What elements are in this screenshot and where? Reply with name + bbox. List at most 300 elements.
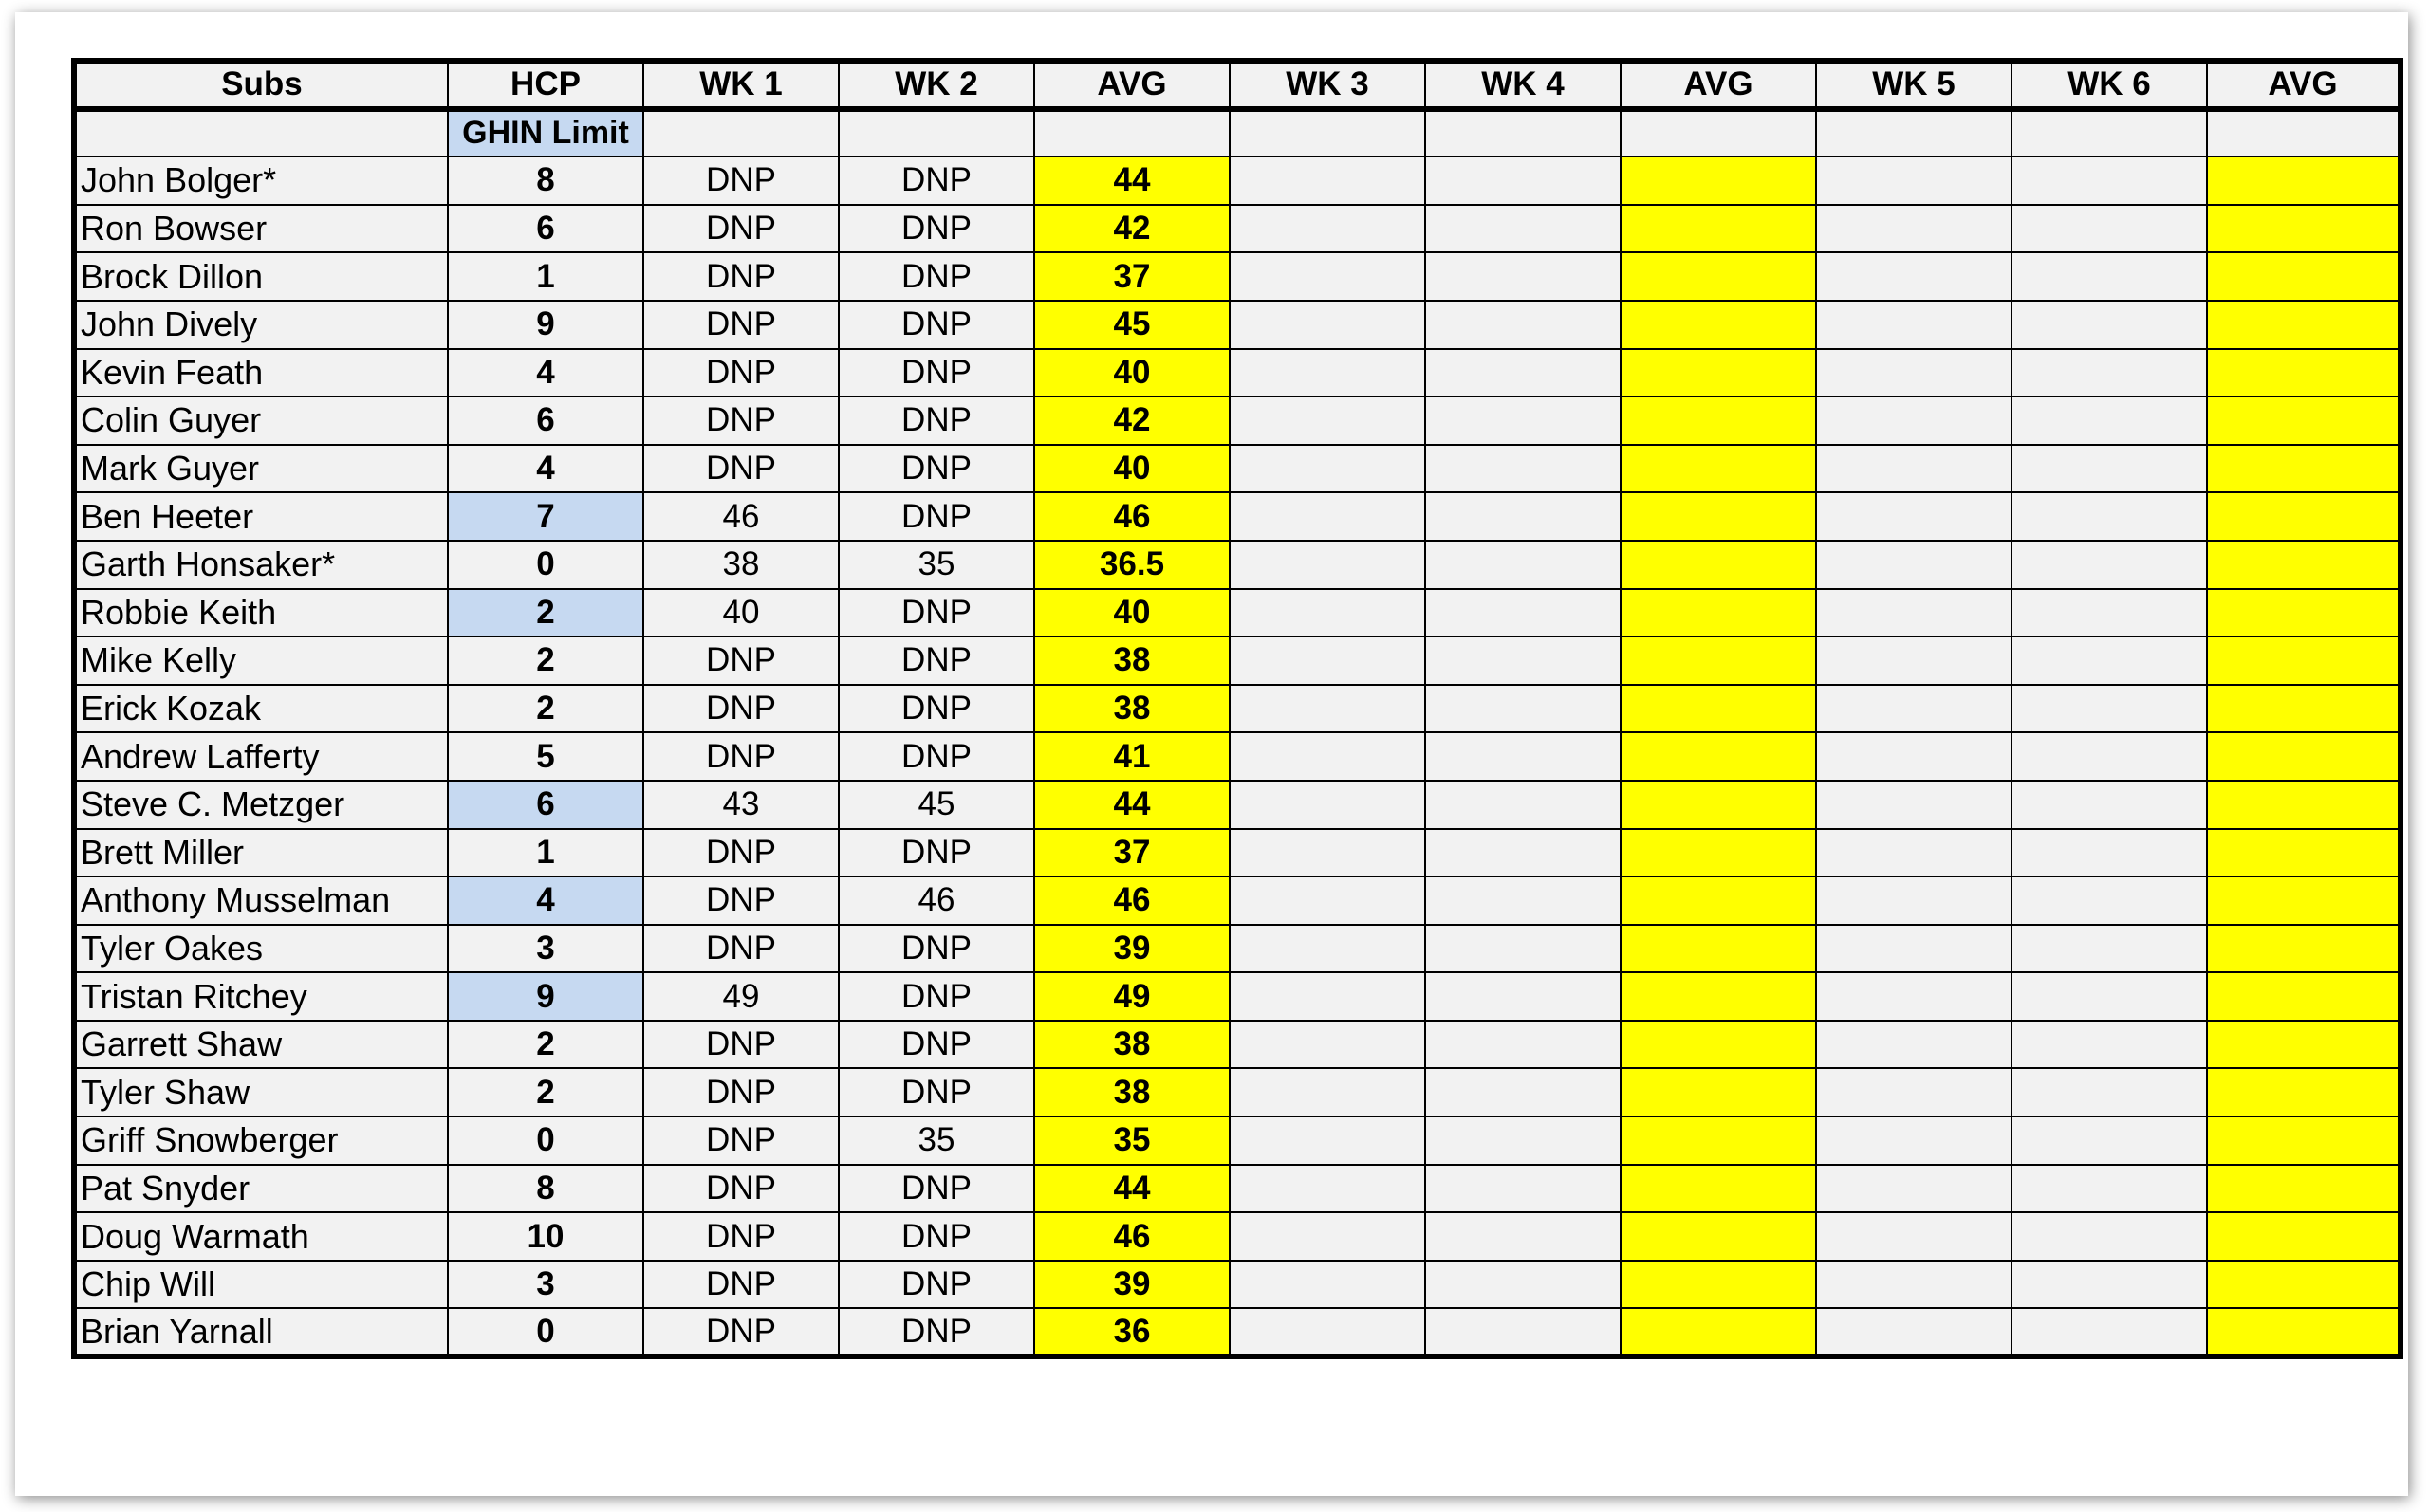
- player-name: Griff Snowberger: [74, 1116, 448, 1165]
- wk2-cell: 35: [839, 1116, 1034, 1165]
- avg3-cell: [2207, 1308, 2401, 1356]
- wk3-cell: [1230, 589, 1425, 637]
- table-row: [74, 685, 2401, 733]
- hcp-cell: 4: [448, 876, 643, 925]
- table-row: [74, 732, 2401, 781]
- wk2-cell: DNP: [839, 1068, 1034, 1116]
- wk1-cell: 43: [643, 781, 839, 829]
- avg1-cell: 49: [1034, 972, 1230, 1021]
- wk1-cell: DNP: [643, 205, 839, 253]
- wk5-cell: [1816, 829, 2012, 877]
- wk5-cell: [1816, 685, 2012, 733]
- wk5-cell: [1816, 1261, 2012, 1309]
- avg3-cell: [2207, 589, 2401, 637]
- avg2-cell: [1621, 541, 1816, 589]
- table-row: [74, 349, 2401, 397]
- avg3-cell: [2207, 157, 2401, 205]
- avg3-cell: [2207, 972, 2401, 1021]
- avg2-cell: [1621, 829, 1816, 877]
- wk5-cell: [1816, 1116, 2012, 1165]
- avg1-cell: 38: [1034, 1068, 1230, 1116]
- wk3-cell: [1230, 157, 1425, 205]
- wk4-cell: [1425, 1021, 1621, 1069]
- wk5-cell: [1816, 1021, 2012, 1069]
- wk1-cell: DNP: [643, 349, 839, 397]
- table-row: [74, 1212, 2401, 1261]
- avg1-cell: 44: [1034, 1165, 1230, 1213]
- wk3-cell: [1230, 829, 1425, 877]
- hcp-cell: 3: [448, 925, 643, 973]
- wk5-cell: [1816, 972, 2012, 1021]
- wk3-cell: [1230, 445, 1425, 493]
- header-avg-2: AVG: [1621, 61, 1816, 109]
- table-row: [74, 541, 2401, 589]
- wk2-cell: DNP: [839, 301, 1034, 349]
- wk6-cell: [2012, 1021, 2207, 1069]
- wk2-cell: DNP: [839, 732, 1034, 781]
- avg3-cell: [2207, 492, 2401, 541]
- wk4-cell: [1425, 876, 1621, 925]
- wk5-cell: [1816, 349, 2012, 397]
- table-row: [74, 1068, 2401, 1116]
- ghin-blank-cell: [1816, 109, 2012, 157]
- wk3-cell: [1230, 492, 1425, 541]
- wk1-cell: DNP: [643, 876, 839, 925]
- wk3-cell: [1230, 781, 1425, 829]
- header-row: [74, 61, 2401, 109]
- player-name: Kevin Feath: [74, 349, 448, 397]
- avg1-cell: 38: [1034, 1021, 1230, 1069]
- wk2-cell: DNP: [839, 636, 1034, 685]
- ghin-blank-cell: [1230, 109, 1425, 157]
- wk4-cell: [1425, 492, 1621, 541]
- ghin-blank-name: [74, 109, 448, 157]
- wk1-cell: DNP: [643, 157, 839, 205]
- header-subs: Subs: [74, 61, 448, 109]
- table-row: [74, 492, 2401, 541]
- wk1-cell: DNP: [643, 685, 839, 733]
- wk3-cell: [1230, 541, 1425, 589]
- wk5-cell: [1816, 541, 2012, 589]
- avg3-cell: [2207, 1021, 2401, 1069]
- avg2-cell: [1621, 636, 1816, 685]
- ghin-blank-cell: [1034, 109, 1230, 157]
- avg2-cell: [1621, 972, 1816, 1021]
- avg3-cell: [2207, 732, 2401, 781]
- table-row: [74, 205, 2401, 253]
- wk2-cell: DNP: [839, 252, 1034, 301]
- wk3-cell: [1230, 1261, 1425, 1309]
- wk2-cell: DNP: [839, 396, 1034, 445]
- player-name: Robbie Keith: [74, 589, 448, 637]
- header-wk4: WK 4: [1425, 61, 1621, 109]
- avg3-cell: [2207, 1165, 2401, 1213]
- header-wk5: WK 5: [1816, 61, 2012, 109]
- wk6-cell: [2012, 589, 2207, 637]
- wk1-cell: DNP: [643, 636, 839, 685]
- hcp-cell: 8: [448, 157, 643, 205]
- header-hcp: HCP: [448, 61, 643, 109]
- wk1-cell: 49: [643, 972, 839, 1021]
- table-row: [74, 876, 2401, 925]
- wk6-cell: [2012, 396, 2207, 445]
- ghin-blank-cell: [643, 109, 839, 157]
- wk5-cell: [1816, 636, 2012, 685]
- ghin-blank-cell: [2207, 109, 2401, 157]
- table-row: [74, 1261, 2401, 1309]
- player-name: Ron Bowser: [74, 205, 448, 253]
- wk1-cell: 38: [643, 541, 839, 589]
- avg1-cell: 46: [1034, 492, 1230, 541]
- wk6-cell: [2012, 925, 2207, 973]
- hcp-cell: 2: [448, 636, 643, 685]
- avg2-cell: [1621, 1068, 1816, 1116]
- table-row: [74, 589, 2401, 637]
- wk6-cell: [2012, 205, 2207, 253]
- avg3-cell: [2207, 781, 2401, 829]
- avg2-cell: [1621, 349, 1816, 397]
- wk4-cell: [1425, 1261, 1621, 1309]
- wk3-cell: [1230, 876, 1425, 925]
- avg2-cell: [1621, 781, 1816, 829]
- table-row: [74, 636, 2401, 685]
- table-row: [74, 829, 2401, 877]
- wk6-cell: [2012, 876, 2207, 925]
- avg3-cell: [2207, 636, 2401, 685]
- player-name: Colin Guyer: [74, 396, 448, 445]
- wk3-cell: [1230, 636, 1425, 685]
- wk1-cell: DNP: [643, 301, 839, 349]
- wk5-cell: [1816, 1308, 2012, 1356]
- wk4-cell: [1425, 1116, 1621, 1165]
- wk5-cell: [1816, 205, 2012, 253]
- wk1-cell: DNP: [643, 925, 839, 973]
- avg3-cell: [2207, 541, 2401, 589]
- hcp-cell: 6: [448, 205, 643, 253]
- table-row: [74, 1116, 2401, 1165]
- wk2-cell: DNP: [839, 1261, 1034, 1309]
- ghin-blank-cell: [1621, 109, 1816, 157]
- wk4-cell: [1425, 925, 1621, 973]
- hcp-cell: 6: [448, 781, 643, 829]
- wk1-cell: DNP: [643, 252, 839, 301]
- hcp-cell: 2: [448, 589, 643, 637]
- player-name: Brett Miller: [74, 829, 448, 877]
- header-wk2: WK 2: [839, 61, 1034, 109]
- avg1-cell: 37: [1034, 252, 1230, 301]
- wk4-cell: [1425, 1068, 1621, 1116]
- wk2-cell: DNP: [839, 925, 1034, 973]
- player-name: Anthony Musselman: [74, 876, 448, 925]
- wk1-cell: 46: [643, 492, 839, 541]
- wk3-cell: [1230, 301, 1425, 349]
- avg2-cell: [1621, 685, 1816, 733]
- wk6-cell: [2012, 636, 2207, 685]
- player-name: John Bolger*: [74, 157, 448, 205]
- wk4-cell: [1425, 349, 1621, 397]
- wk4-cell: [1425, 157, 1621, 205]
- hcp-cell: 7: [448, 492, 643, 541]
- wk3-cell: [1230, 349, 1425, 397]
- player-name: Chip Will: [74, 1261, 448, 1309]
- wk5-cell: [1816, 492, 2012, 541]
- avg1-cell: 40: [1034, 445, 1230, 493]
- avg1-cell: 40: [1034, 589, 1230, 637]
- table-row: [74, 925, 2401, 973]
- hcp-cell: 2: [448, 1021, 643, 1069]
- wk5-cell: [1816, 876, 2012, 925]
- wk2-cell: DNP: [839, 1212, 1034, 1261]
- player-name: Doug Warmath: [74, 1212, 448, 1261]
- player-name: Brock Dillon: [74, 252, 448, 301]
- wk5-cell: [1816, 1165, 2012, 1213]
- avg2-cell: [1621, 157, 1816, 205]
- avg1-cell: 39: [1034, 1261, 1230, 1309]
- wk6-cell: [2012, 829, 2207, 877]
- subs-scores-table: [71, 58, 2403, 1359]
- player-name: Erick Kozak: [74, 685, 448, 733]
- wk4-cell: [1425, 1165, 1621, 1213]
- wk4-cell: [1425, 445, 1621, 493]
- player-name: Garrett Shaw: [74, 1021, 448, 1069]
- player-name: Tristan Ritchey: [74, 972, 448, 1021]
- wk5-cell: [1816, 157, 2012, 205]
- avg1-cell: 39: [1034, 925, 1230, 973]
- avg2-cell: [1621, 1261, 1816, 1309]
- wk4-cell: [1425, 829, 1621, 877]
- wk5-cell: [1816, 781, 2012, 829]
- wk2-cell: 35: [839, 541, 1034, 589]
- hcp-cell: 10: [448, 1212, 643, 1261]
- player-name: Mike Kelly: [74, 636, 448, 685]
- wk4-cell: [1425, 685, 1621, 733]
- wk6-cell: [2012, 252, 2207, 301]
- player-name: Steve C. Metzger: [74, 781, 448, 829]
- avg1-cell: 40: [1034, 349, 1230, 397]
- ghin-limit-label: GHIN Limit: [448, 109, 643, 157]
- wk6-cell: [2012, 1068, 2207, 1116]
- wk2-cell: DNP: [839, 829, 1034, 877]
- wk3-cell: [1230, 925, 1425, 973]
- wk3-cell: [1230, 1308, 1425, 1356]
- avg1-cell: 42: [1034, 396, 1230, 445]
- ghin-blank-cell: [1425, 109, 1621, 157]
- avg2-cell: [1621, 1308, 1816, 1356]
- wk4-cell: [1425, 972, 1621, 1021]
- hcp-cell: 3: [448, 1261, 643, 1309]
- avg2-cell: [1621, 301, 1816, 349]
- wk6-cell: [2012, 1261, 2207, 1309]
- avg1-cell: 45: [1034, 301, 1230, 349]
- ghin-blank-cell: [2012, 109, 2207, 157]
- wk2-cell: DNP: [839, 445, 1034, 493]
- ghin-limit-row: [74, 109, 2401, 157]
- hcp-cell: 6: [448, 396, 643, 445]
- wk3-cell: [1230, 1165, 1425, 1213]
- wk6-cell: [2012, 157, 2207, 205]
- hcp-cell: 1: [448, 829, 643, 877]
- wk1-cell: DNP: [643, 1308, 839, 1356]
- wk1-cell: DNP: [643, 732, 839, 781]
- table-row: [74, 972, 2401, 1021]
- wk6-cell: [2012, 445, 2207, 493]
- wk5-cell: [1816, 732, 2012, 781]
- wk1-cell: 40: [643, 589, 839, 637]
- wk5-cell: [1816, 445, 2012, 493]
- table-row: [74, 781, 2401, 829]
- avg1-cell: 38: [1034, 636, 1230, 685]
- wk1-cell: DNP: [643, 1116, 839, 1165]
- avg3-cell: [2207, 301, 2401, 349]
- hcp-cell: 0: [448, 541, 643, 589]
- wk6-cell: [2012, 349, 2207, 397]
- table-row: [74, 301, 2401, 349]
- wk3-cell: [1230, 205, 1425, 253]
- avg3-cell: [2207, 445, 2401, 493]
- hcp-cell: 9: [448, 301, 643, 349]
- avg1-cell: 44: [1034, 781, 1230, 829]
- hcp-cell: 9: [448, 972, 643, 1021]
- wk4-cell: [1425, 636, 1621, 685]
- wk6-cell: [2012, 972, 2207, 1021]
- player-name: John Dively: [74, 301, 448, 349]
- wk2-cell: DNP: [839, 205, 1034, 253]
- wk6-cell: [2012, 781, 2207, 829]
- avg2-cell: [1621, 205, 1816, 253]
- table-row: [74, 1165, 2401, 1213]
- wk6-cell: [2012, 1308, 2207, 1356]
- wk5-cell: [1816, 252, 2012, 301]
- header-wk3: WK 3: [1230, 61, 1425, 109]
- wk5-cell: [1816, 925, 2012, 973]
- wk2-cell: DNP: [839, 157, 1034, 205]
- wk3-cell: [1230, 1068, 1425, 1116]
- header-wk1: WK 1: [643, 61, 839, 109]
- wk3-cell: [1230, 1116, 1425, 1165]
- wk2-cell: 46: [839, 876, 1034, 925]
- avg3-cell: [2207, 252, 2401, 301]
- wk3-cell: [1230, 1021, 1425, 1069]
- wk1-cell: DNP: [643, 1212, 839, 1261]
- avg3-cell: [2207, 349, 2401, 397]
- table-row: [74, 157, 2401, 205]
- wk6-cell: [2012, 301, 2207, 349]
- avg3-cell: [2207, 876, 2401, 925]
- wk5-cell: [1816, 1068, 2012, 1116]
- wk2-cell: DNP: [839, 589, 1034, 637]
- avg1-cell: 46: [1034, 1212, 1230, 1261]
- player-name: Tyler Oakes: [74, 925, 448, 973]
- wk4-cell: [1425, 589, 1621, 637]
- wk3-cell: [1230, 685, 1425, 733]
- hcp-cell: 4: [448, 349, 643, 397]
- table-row: [74, 445, 2401, 493]
- wk2-cell: DNP: [839, 349, 1034, 397]
- wk5-cell: [1816, 396, 2012, 445]
- avg2-cell: [1621, 876, 1816, 925]
- avg3-cell: [2207, 1116, 2401, 1165]
- wk3-cell: [1230, 1212, 1425, 1261]
- wk4-cell: [1425, 781, 1621, 829]
- avg1-cell: 35: [1034, 1116, 1230, 1165]
- avg2-cell: [1621, 1021, 1816, 1069]
- wk5-cell: [1816, 1212, 2012, 1261]
- avg2-cell: [1621, 252, 1816, 301]
- avg2-cell: [1621, 396, 1816, 445]
- wk2-cell: DNP: [839, 1308, 1034, 1356]
- avg3-cell: [2207, 829, 2401, 877]
- wk6-cell: [2012, 1116, 2207, 1165]
- wk4-cell: [1425, 1308, 1621, 1356]
- wk6-cell: [2012, 492, 2207, 541]
- avg2-cell: [1621, 445, 1816, 493]
- hcp-cell: 1: [448, 252, 643, 301]
- hcp-cell: 2: [448, 1068, 643, 1116]
- avg1-cell: 38: [1034, 685, 1230, 733]
- header-avg-3: AVG: [2207, 61, 2401, 109]
- avg3-cell: [2207, 1068, 2401, 1116]
- wk5-cell: [1816, 589, 2012, 637]
- ghin-blank-cell: [839, 109, 1034, 157]
- wk4-cell: [1425, 732, 1621, 781]
- avg3-cell: [2207, 396, 2401, 445]
- wk1-cell: DNP: [643, 1261, 839, 1309]
- hcp-cell: 8: [448, 1165, 643, 1213]
- avg3-cell: [2207, 685, 2401, 733]
- avg2-cell: [1621, 589, 1816, 637]
- wk1-cell: DNP: [643, 1068, 839, 1116]
- player-name: Brian Yarnall: [74, 1308, 448, 1356]
- wk3-cell: [1230, 972, 1425, 1021]
- avg1-cell: 46: [1034, 876, 1230, 925]
- avg1-cell: 42: [1034, 205, 1230, 253]
- avg1-cell: 37: [1034, 829, 1230, 877]
- table-row: [74, 1308, 2401, 1356]
- player-name: Ben Heeter: [74, 492, 448, 541]
- avg2-cell: [1621, 1165, 1816, 1213]
- table-row: [74, 252, 2401, 301]
- avg3-cell: [2207, 1261, 2401, 1309]
- avg2-cell: [1621, 732, 1816, 781]
- wk6-cell: [2012, 685, 2207, 733]
- wk2-cell: DNP: [839, 1021, 1034, 1069]
- wk1-cell: DNP: [643, 829, 839, 877]
- wk6-cell: [2012, 732, 2207, 781]
- hcp-cell: 0: [448, 1308, 643, 1356]
- wk4-cell: [1425, 205, 1621, 253]
- wk4-cell: [1425, 252, 1621, 301]
- avg3-cell: [2207, 925, 2401, 973]
- wk6-cell: [2012, 1165, 2207, 1213]
- header-wk6: WK 6: [2012, 61, 2207, 109]
- player-name: Andrew Lafferty: [74, 732, 448, 781]
- wk4-cell: [1425, 541, 1621, 589]
- avg1-cell: 44: [1034, 157, 1230, 205]
- table-row: [74, 1021, 2401, 1069]
- hcp-cell: 2: [448, 685, 643, 733]
- player-name: Garth Honsaker*: [74, 541, 448, 589]
- wk4-cell: [1425, 396, 1621, 445]
- avg2-cell: [1621, 492, 1816, 541]
- wk1-cell: DNP: [643, 1165, 839, 1213]
- wk3-cell: [1230, 732, 1425, 781]
- wk4-cell: [1425, 301, 1621, 349]
- hcp-cell: 0: [448, 1116, 643, 1165]
- sheet-card: [15, 12, 2408, 1496]
- wk3-cell: [1230, 252, 1425, 301]
- avg2-cell: [1621, 925, 1816, 973]
- hcp-cell: 5: [448, 732, 643, 781]
